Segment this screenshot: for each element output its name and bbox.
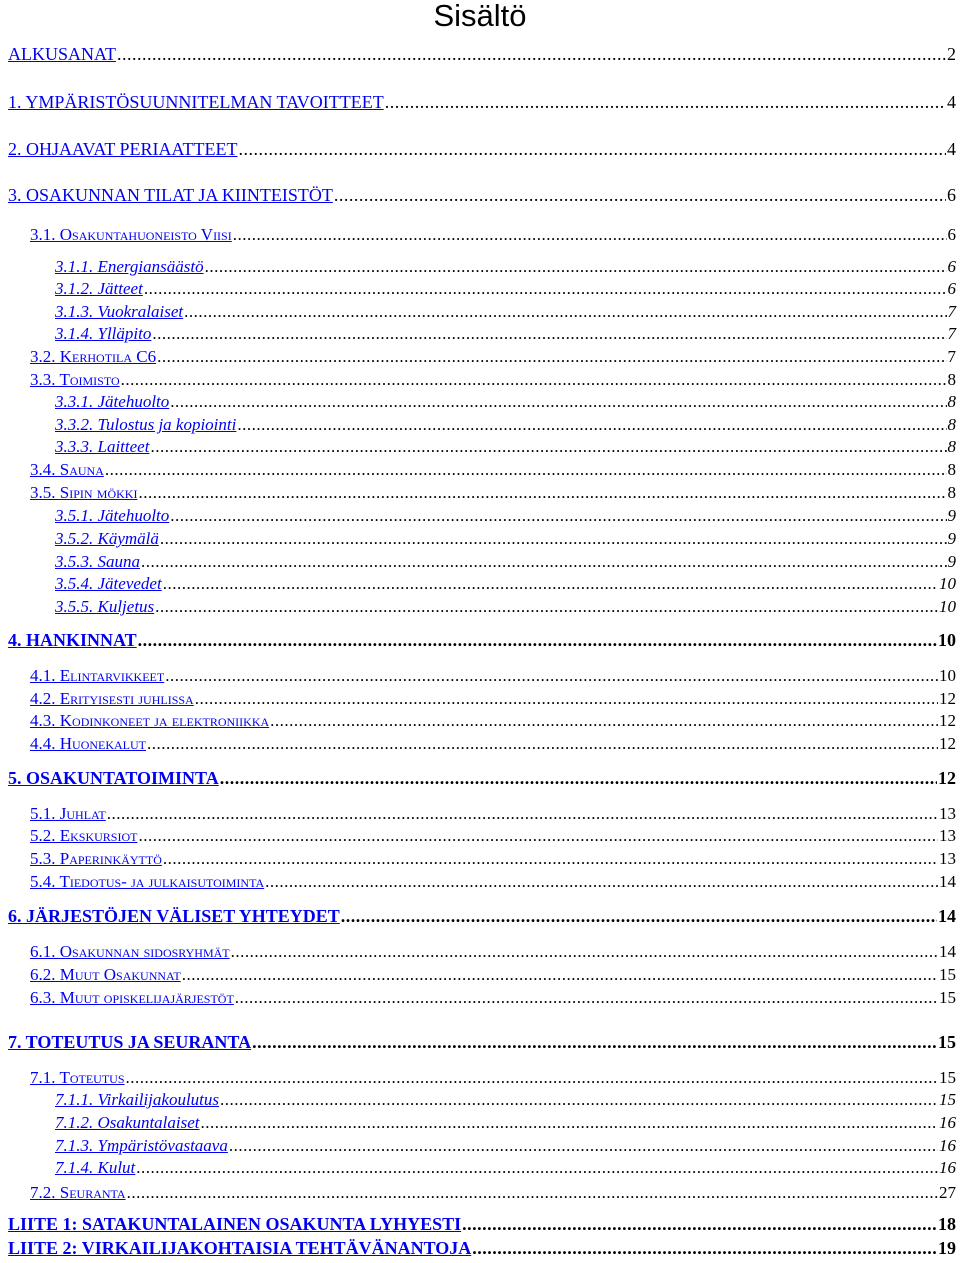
toc-link[interactable]: 4.3. Kodinkoneet ja elektroniikka — [30, 711, 270, 730]
toc-leader-dots — [107, 804, 938, 824]
toc-leader-dots — [201, 1113, 939, 1133]
toc-link[interactable]: 7. TOTEUTUS JA SEURANTA — [8, 1032, 252, 1052]
toc-leader-dots — [126, 1068, 939, 1088]
toc-entry — [30, 370, 956, 390]
toc-page-number: 16 — [939, 1136, 956, 1155]
toc-page-number: 4 — [947, 92, 956, 112]
toc-entry — [30, 460, 956, 480]
toc-page-number: 4 — [947, 139, 956, 159]
toc-link[interactable]: 3.5.5. Kuljetus — [55, 597, 155, 616]
toc-page-number: 19 — [938, 1238, 956, 1258]
toc-leader-dots — [220, 768, 937, 789]
toc-link[interactable]: 3.5.2. Käymälä — [55, 529, 159, 548]
toc-page-number: 16 — [939, 1113, 956, 1132]
toc-page-number: 6 — [947, 185, 956, 205]
toc-link[interactable]: 7.1.1. Virkailijakoulutus — [55, 1090, 220, 1109]
toc-page-number: 10 — [939, 597, 956, 616]
toc-link[interactable]: 3.3.1. Jätehuolto — [55, 392, 170, 411]
toc-link[interactable]: 5.1. Juhlat — [30, 804, 106, 823]
toc-page-number: 12 — [938, 768, 956, 788]
toc-leader-dots — [252, 1032, 937, 1053]
toc-leader-dots — [138, 630, 937, 651]
toc-link[interactable]: 3. OSAKUNNAN TILAT JA KIINTEISTÖT — [8, 185, 333, 205]
toc-page-number: 7 — [947, 324, 956, 343]
toc-page-number: 15 — [939, 1068, 956, 1087]
toc-entry — [8, 906, 956, 927]
toc-leader-dots — [235, 988, 938, 1008]
toc-leader-dots — [220, 1090, 938, 1110]
toc-entry — [8, 768, 956, 789]
toc-page-number: 12 — [939, 689, 956, 708]
toc-leader-dots — [160, 529, 947, 549]
toc-link[interactable]: 4.2. Erityisesti juhlissa — [30, 689, 194, 708]
toc-entry — [30, 826, 956, 846]
toc-entry — [55, 506, 956, 526]
toc-page-number: 15 — [938, 1032, 956, 1052]
toc-entry — [30, 734, 956, 754]
toc-entry — [55, 437, 956, 457]
toc-entry — [55, 1136, 956, 1156]
toc-entry — [8, 1238, 956, 1259]
toc-entry — [30, 347, 956, 367]
toc-entry — [30, 689, 956, 709]
toc-entry — [55, 1158, 956, 1178]
toc-page-number: 10 — [939, 574, 956, 593]
toc-link[interactable]: 5.4. Tiedotus- ja julkaisutoiminta — [30, 872, 265, 891]
toc-leader-dots — [182, 965, 938, 985]
toc-leader-dots — [138, 483, 946, 503]
toc-link[interactable]: 2. OHJAAVAT PERIAATTEET — [8, 139, 238, 159]
toc-entry — [55, 1090, 956, 1110]
toc-leader-dots — [205, 257, 947, 277]
toc-entry — [55, 302, 956, 322]
toc-leader-dots — [138, 826, 938, 846]
toc-link[interactable]: 3.1.3. Vuokralaiset — [55, 302, 184, 321]
toc-leader-dots — [170, 392, 946, 412]
toc-link[interactable]: 6.2. Muut Osakunnat — [30, 965, 181, 984]
toc-link[interactable]: 6. JÄRJESTÖJEN VÄLISET YHTEYDET — [8, 906, 340, 926]
toc-link[interactable]: 6.1. Osakunnan sidosryhmät — [30, 942, 230, 961]
toc-link[interactable]: 3.3.3. Laitteet — [55, 437, 150, 456]
toc-entry — [55, 1113, 956, 1133]
toc-link[interactable]: 7.1.2. Osakuntalaiset — [55, 1113, 200, 1132]
toc-entry — [8, 139, 956, 160]
toc-leader-dots — [136, 1158, 938, 1178]
toc-page-number: 14 — [938, 906, 956, 926]
toc-page-number: 2 — [947, 44, 956, 64]
toc-link[interactable]: 4.4. Huonekalut — [30, 734, 147, 753]
toc-link[interactable]: 7.2. Seuranta — [30, 1183, 126, 1202]
toc-page-number: 13 — [939, 849, 956, 868]
toc-link[interactable]: 4.1. Elintarvikkeet — [30, 666, 165, 685]
toc-page-number: 7 — [947, 347, 956, 366]
toc-leader-dots — [163, 849, 938, 869]
toc-leader-dots — [165, 666, 938, 686]
toc-page-number: 8 — [947, 415, 956, 434]
toc-page-number: 15 — [939, 965, 956, 984]
toc-page-number: 15 — [939, 988, 956, 1007]
toc-entry — [55, 552, 956, 572]
toc-link[interactable]: 4. HANKINNAT — [8, 630, 137, 650]
toc-link[interactable]: 6.3. Muut opiskelijajärjestöt — [30, 988, 234, 1007]
toc-leader-dots — [117, 44, 946, 65]
toc-leader-dots — [265, 872, 938, 892]
toc-page-number: 8 — [947, 460, 956, 479]
toc-link[interactable]: 3.1.2. Jätteet — [55, 279, 143, 298]
toc-entry — [30, 988, 956, 1008]
toc-leader-dots — [152, 324, 946, 344]
toc-link[interactable]: 3.5.4. Jätevedet — [55, 574, 162, 593]
toc-leader-dots — [105, 460, 947, 480]
toc-entry — [30, 804, 956, 824]
toc-entry — [8, 92, 956, 113]
toc-link[interactable]: 7.1.3. Ympäristövastaava — [55, 1136, 228, 1155]
toc-page-number: 12 — [939, 711, 956, 730]
toc-link[interactable]: 3.3. Toimisto — [30, 370, 120, 389]
toc-page-number: 8 — [947, 483, 956, 502]
toc-page-number: 8 — [947, 437, 956, 456]
toc-link[interactable]: 7.1. Toteutus — [30, 1068, 125, 1087]
toc-link[interactable]: 5. OSAKUNTATOIMINTA — [8, 768, 219, 788]
toc-entry — [30, 225, 956, 245]
toc-page-number: 14 — [939, 872, 956, 891]
toc-entry — [30, 711, 956, 731]
toc-page-number: 10 — [939, 666, 956, 685]
toc-page-number: 6 — [947, 257, 956, 276]
toc-link[interactable]: 3.1. Osakuntahuoneisto Viisi — [30, 225, 232, 244]
toc-leader-dots — [155, 597, 938, 617]
toc-leader-dots — [239, 139, 946, 160]
toc-entry — [55, 257, 956, 277]
toc-leader-dots — [127, 1183, 938, 1203]
toc-leader-dots — [270, 711, 938, 731]
toc-entry — [8, 630, 956, 651]
toc-leader-dots — [233, 225, 947, 245]
toc-link[interactable]: 3.4. Sauna — [30, 460, 104, 479]
toc-leader-dots — [341, 906, 937, 927]
toc-entry — [8, 1032, 956, 1053]
toc-page-number: 13 — [939, 804, 956, 823]
toc-page-number: 12 — [939, 734, 956, 753]
toc-leader-dots — [170, 506, 946, 526]
toc-page-number: 14 — [939, 942, 956, 961]
toc-page-number: 8 — [947, 370, 956, 389]
toc-page-number: 8 — [947, 392, 956, 411]
toc-entry — [55, 529, 956, 549]
toc-leader-dots — [121, 370, 947, 390]
toc-page-number: 27 — [939, 1183, 956, 1202]
toc-link[interactable]: 3.5.3. Sauna — [55, 552, 140, 571]
toc-entry — [30, 483, 956, 503]
toc-page-number: 13 — [939, 826, 956, 845]
toc-link[interactable]: 7.1.4. Kulut — [55, 1158, 136, 1177]
toc-entry — [30, 666, 956, 686]
toc-entry — [8, 44, 956, 65]
toc-page-number: 6 — [947, 279, 956, 298]
toc-entry — [30, 1183, 956, 1203]
toc-link[interactable]: LIITE 2: VIRKAILIJAKOHTAISIA TEHTÄVÄNANTOJA — [8, 1238, 472, 1258]
toc-entry — [8, 185, 956, 206]
toc-leader-dots — [144, 279, 947, 299]
toc-leader-dots — [237, 415, 946, 435]
toc-entry — [30, 965, 956, 985]
toc-leader-dots — [472, 1238, 937, 1259]
toc-leader-dots — [334, 185, 946, 206]
toc-leader-dots — [157, 347, 946, 367]
toc-page-number: 10 — [938, 630, 956, 650]
toc-entry — [30, 1068, 956, 1088]
toc-link[interactable]: 3.1.1. Energiansäästö — [55, 257, 204, 276]
toc-link[interactable]: 3.5.1. Jätehuolto — [55, 506, 170, 525]
toc-leader-dots — [141, 552, 947, 572]
toc-link[interactable]: 1. YMPÄRISTÖSUUNNITELMAN TAVOITTEET — [8, 92, 384, 112]
toc-entry — [55, 597, 956, 617]
toc-entry — [55, 324, 956, 344]
toc-entry — [8, 1214, 956, 1235]
toc-entry — [30, 872, 956, 892]
toc-entry — [30, 849, 956, 869]
toc-leader-dots — [385, 92, 946, 113]
page-title: Sisältö — [433, 0, 527, 33]
toc-page-number: 7 — [947, 302, 956, 321]
toc-link[interactable]: ALKUSANAT — [8, 44, 116, 64]
toc-entry — [30, 942, 956, 962]
toc-leader-dots — [150, 437, 946, 457]
toc-page-number: 15 — [939, 1090, 956, 1109]
toc-leader-dots — [231, 942, 938, 962]
toc-entry — [55, 415, 956, 435]
toc-link[interactable]: 5.2. Ekskursiot — [30, 826, 138, 845]
toc-page-number: 16 — [939, 1158, 956, 1177]
toc-leader-dots — [184, 302, 946, 322]
toc-leader-dots — [195, 689, 938, 709]
toc-page-number: 18 — [938, 1214, 956, 1234]
toc-leader-dots — [462, 1214, 937, 1235]
toc-link[interactable]: 3.2. Kerhotila C6 — [30, 347, 157, 366]
toc-link[interactable]: 5.3. Paperinkäyttö — [30, 849, 162, 868]
toc-link[interactable]: 3.1.4. Ylläpito — [55, 324, 152, 343]
toc-link[interactable]: 3.3.2. Tulostus ja kopiointi — [55, 415, 237, 434]
toc-entry — [55, 574, 956, 594]
toc-link[interactable]: 3.5. Sipin mökki — [30, 483, 138, 502]
toc-page-number: 9 — [947, 529, 956, 548]
toc-page-number: 6 — [947, 225, 956, 244]
toc-page-number: 9 — [947, 506, 956, 525]
toc-leader-dots — [163, 574, 938, 594]
toc-entry — [55, 392, 956, 412]
toc-link[interactable]: LIITE 1: SATAKUNTALAINEN OSAKUNTA LYHYESTI — [8, 1214, 462, 1234]
toc-leader-dots — [229, 1136, 938, 1156]
toc-leader-dots — [147, 734, 938, 754]
toc-page-number: 9 — [947, 552, 956, 571]
toc-entry — [55, 279, 956, 299]
